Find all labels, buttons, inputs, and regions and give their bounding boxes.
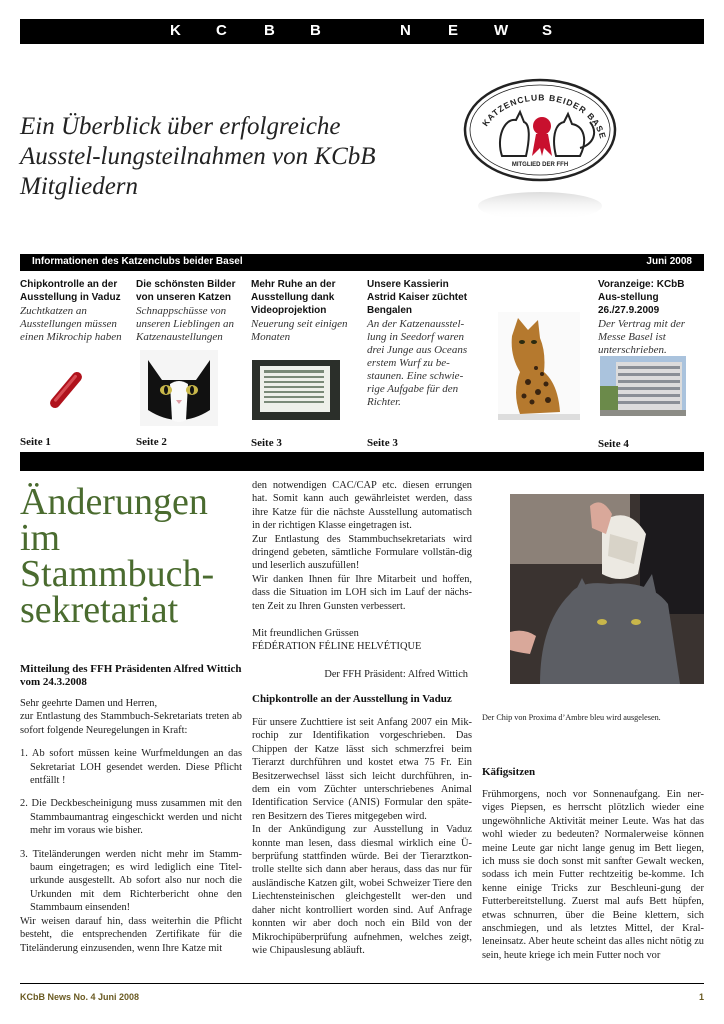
article-column-2 xyxy=(252,479,472,681)
organization: FÉDÉRATION FÉLINE HELVÉTIQUE xyxy=(252,641,422,653)
teaser-page-ref[interactable]: Seite 4 xyxy=(598,438,629,450)
club-logo xyxy=(460,78,620,228)
article-subtitle: Mitteilung des FFH Präsidenten Alfred Wittich vom 24.3.2008 xyxy=(20,663,242,688)
masthead-letter: B xyxy=(264,22,275,39)
section-divider-bar xyxy=(20,452,704,471)
article-title: Käfigsitzen xyxy=(482,766,536,778)
paragraph: Sehr geehrte Damen und Herren, xyxy=(20,698,158,709)
teaser-desc: Schnappschüsse von unseren Lieblingen an Katzenaustellungen xyxy=(136,305,234,343)
footer-issue: KCbB News No. 4 Juni 2008 xyxy=(20,992,140,1002)
masthead-bar xyxy=(20,19,704,44)
masthead-letter: C xyxy=(216,22,227,39)
article-column-3 xyxy=(252,716,472,957)
paragraph: Für unsere Zuchttiere ist seit Anfang 2007 ein Mik-rochip zur Identifikation vorgeschrieben. Das Chippen der Katze lässt sich schmerzfrei beim Tierarzt durchführen und kostet etwa 75 Fr. Ein Besitzerwechsel lässt sich leicht durchführen, in-dem ein vom Züchter unterschriebenes Animal Identification Service (ANIS) Formular den späte-ren Besitzern des Tieres mitgegeben wird. xyxy=(252,717,472,822)
page-headline: Ein Überblick über erfolgreiche Ausstel-lungsteilnahmen von KCbB Mitgliedern xyxy=(20,113,376,200)
teaser-title: Chipkontrolle an der Ausstellung in Vaduz xyxy=(20,279,121,303)
article-title: Chipkontrolle an der Ausstellung in Vaduz xyxy=(252,693,452,705)
masthead-letter: W xyxy=(494,22,509,39)
article-column-4 xyxy=(482,788,704,962)
signature: Der FFH Präsident: Alfred Wittich xyxy=(324,668,468,680)
teaser-desc: Zuchtkatzen an Ausstellungen müssen einen Mikrochip haben xyxy=(20,305,122,343)
messe-basel-image xyxy=(600,356,686,416)
cat-portrait-image xyxy=(140,350,218,426)
teaser-page-ref[interactable]: Seite 2 xyxy=(136,436,167,448)
list-item: 1. Ab sofort müssen keine Wurfmeldungen an das Sekretariat LOH gesendet werden. Diese Pflicht entfällt ! xyxy=(20,748,242,787)
greeting: Mit freundlichen Grüssen xyxy=(252,628,359,640)
paragraph: den notwendigen CAC/CAP etc. diesen errungen hat. Somit kann auch gewährleistet werden, dass ihre Katze für die nächste Ausstellung automatisch in der richtigen Klasse eingetragen ist. xyxy=(252,480,472,532)
teaser-videoprojektion[interactable] xyxy=(251,278,356,344)
teaser-page-ref[interactable]: Seite 3 xyxy=(251,437,282,449)
paragraph: Wir weisen darauf hin, dass weiterhin die Pflicht besteht, die entsprechenden Zertifikate für die Titeländerung einzusenden, wenn Ihre Katze mit xyxy=(20,915,242,954)
bengal-cat-image xyxy=(498,312,580,420)
teaser-bengalen[interactable] xyxy=(367,278,472,409)
teaser-page-ref[interactable]: Seite 1 xyxy=(20,436,51,448)
article-title: Änderungen im Stammbuch-sekretariat xyxy=(20,481,215,631)
list-item: 2. Die Deckbescheinigung muss zusammen mit den Stammbaumantrag eingeschickt werden und nicht mehr im voraus wie bisher. xyxy=(20,798,242,837)
teaser-desc: An der Katzenausstel-lung in Seedorf waren drei Junge aus Oceans erstem Wurf zu be-staunen. Eine schwie-rige Aufgabe für den Richter. xyxy=(367,318,468,408)
teaser-chipkontrolle[interactable] xyxy=(20,278,125,344)
teaser-title: Voranzeige: KCbB Aus-stellung 26./27.9.2009 xyxy=(598,279,685,316)
video-projection-image xyxy=(252,360,340,420)
teaser-title: Mehr Ruhe an der Ausstellung dank Videoprojektion xyxy=(251,279,336,316)
chip-reading-photo xyxy=(510,494,704,684)
masthead-letter: K xyxy=(170,22,181,39)
photo-caption: Der Chip von Proxima d’Ambre bleu wird ausgelesen. xyxy=(482,713,661,722)
teaser-page-ref[interactable]: Seite 3 xyxy=(367,437,398,449)
article-column-1 xyxy=(20,697,242,955)
info-bar-date: Juni 2008 xyxy=(646,256,692,267)
info-bar xyxy=(20,254,704,271)
teaser-title: Unsere Kassierin Astrid Kaiser züchtet Bengalen xyxy=(367,279,468,316)
logo-sub-text: MITGLIED DER FFH xyxy=(511,162,569,168)
footer-rule xyxy=(20,983,704,984)
info-bar-left: Informationen des Katzenclubs beider Basel xyxy=(32,256,243,267)
logo-arc-text: KATZENCLUB BEIDER BASE xyxy=(480,92,609,141)
list-item: 3. Titeländerungen werden nicht mehr im Stamm-baum eingetragen; es wird lediglich eine Titel-urkunde ausgestellt. Ab sofort also nur noch die Urkunden mit dem Richterbericht ohne den Stammbaum einsenden! xyxy=(20,848,242,914)
page-number: 1 xyxy=(698,992,704,1002)
teaser-voranzeige[interactable] xyxy=(598,278,704,357)
teaser-desc: Der Vertrag mit der Messe Basel ist unterschrieben. xyxy=(598,318,686,356)
paragraph: Wir danken Ihnen für Ihre Mitarbeit und hoffen, dass die Situation im LOH sich im Lauf der nächs-ten Zeit zu Ihren Gunsten verbessert. xyxy=(252,573,472,612)
masthead-letter: S xyxy=(542,22,553,39)
paragraph: In der Ankündigung zur Ausstellung in Vaduz konnte man lesen, dass diesmal wirklich eine Ü-berprüfung stattfinden würde. Bei der Tierarztkon-trolle stellte sich dann aber heraus, dass das nur für ausländische Katzen gilt, wobei Schweizer Tiere den Liechtensteinischen gleichgestellt wer-den und daher nicht kontrolliert worden sind. Auf Anfrage konnten wir aber doch noch ein Bild von der Mikrochipüberprüfung aufnehmen, welches zeigt, wie Chipauslesung abläuft. xyxy=(252,824,472,956)
teaser-bilder[interactable] xyxy=(136,278,241,344)
paragraph: Frühmorgens, noch vor Sonnenaufgang. Ein ner-viges Piepsen, es herrscht plötzlich wieder eine ungewöhnliche Aktivität meiner Leute. Was hat das wohl wieder zu bedeuten? Normalerweise können meine Leute gar nicht lange genug im Bett liegen, ich muss sie doch sonst mit sanfter Gewalt wecken, sodass ich mein Futter rechtzeitig be-komme. Ich kenne einige Tricks zur Beschleuni-gung der Futterbereitstellung. Zuerst mal aufs Bett hüpfen, etwas schnurren, über die Beine klettern, sich anschmiegen, und als letztes Mittel, der Kral-leneinsatz. Aber heute scheint das alles nicht nötig zu sein, heute kriege ich mein Futter noch vor xyxy=(482,789,704,961)
teaser-title: Die schönsten Bilder von unseren Katzen xyxy=(136,279,236,303)
paragraph: zur Entlastung des Stammbuch-Sekretariats treten ab sofort folgende Neuregelungen in Kraft: xyxy=(20,711,242,736)
teaser-desc: Neuerung seit einigen Monaten xyxy=(251,318,348,343)
paragraph: Zur Entlastung des Stammbuchsekretariats wird dringend gebeten, sämtliche Formulare vollstän-dig und leserlich auszufüllen! xyxy=(252,533,472,572)
masthead-letter: E xyxy=(448,22,459,39)
microchip-image xyxy=(46,366,86,414)
masthead-letter: N xyxy=(400,22,411,39)
masthead-letter: B xyxy=(310,22,321,39)
